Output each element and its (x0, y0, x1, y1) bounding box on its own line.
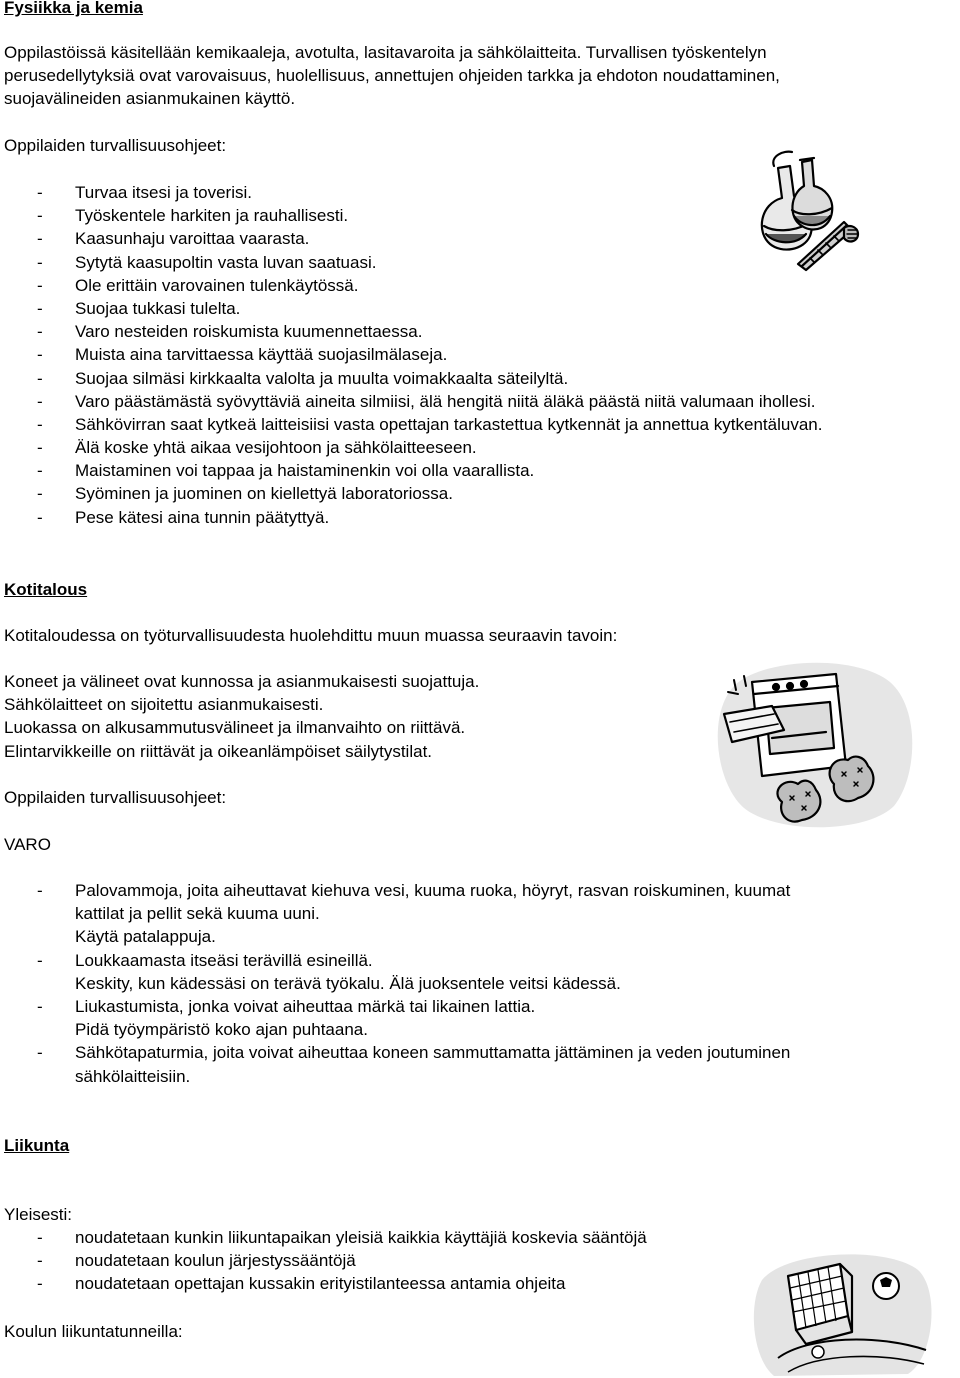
section-heading-kotitalous: Kotitalous (4, 580, 88, 599)
list-item-line: Käytä patalappuja. (75, 927, 216, 947)
list-item-text: Varo nesteiden roiskumista kuumennettaessa. (75, 322, 423, 342)
list-item-text: noudatetaan koulun järjestyssääntöjä (75, 1251, 356, 1271)
liikunta-tunneilla: Koulun liikuntatunneilla: (4, 1322, 183, 1341)
soccer-goal-icon (748, 1246, 934, 1376)
bullet-dash: - (37, 368, 43, 388)
kotitalous-intro: Kotitaloudessa on työturvallisuudesta huolehdittu muun muassa seuraavin tavoin: (4, 626, 618, 645)
list-item-line: Loukkaamasta itseäsi terävillä esineillä. (75, 950, 373, 970)
chemistry-flasks-icon (752, 146, 864, 272)
bullet-dash: - (37, 322, 43, 342)
kotitalous-safety-list (0, 879, 790, 1088)
liikunta-yleisesti: Yleisesti: (4, 1205, 73, 1224)
kotitalous-fact: Luokassa on alkusammutusvälineet ja ilmanvaihto on riittävä. (4, 718, 466, 738)
kotitalous-facts (4, 670, 479, 763)
list-item-line: sähkölaitteisiin. (75, 1066, 191, 1086)
list-item-line: kattilat ja pellit sekä kuuma uuni. (75, 904, 320, 924)
list-item-line: Liukastumista, jonka voivat aiheuttaa märkä tai likainen lattia. (75, 997, 536, 1017)
kotitalous-fact: Sähkölaitteet on sijoitettu asianmukaisesti. (4, 695, 324, 715)
list-item-text: Varo päästämästä syövyttäviä aineita silmiisi, älä hengitä niitä äläkä päästä niitä valumaan ihollesi. (75, 391, 816, 411)
bullet-dash: - (37, 275, 43, 295)
fysiikka-intro-line: Oppilastöissä käsitellään kemikaaleja, avotulta, lasitavaroita ja sähkölaitteita. Turvallisen työskentelyn (4, 43, 767, 62)
fysiikka-subheading: Oppilaiden turvallisuusohjeet: (4, 136, 227, 155)
list-item (0, 995, 790, 1041)
list-item-text: Maistaminen voi tappaa ja haistaminenkin voi olla vaarallista. (75, 461, 535, 481)
list-item-text (75, 879, 790, 949)
bullet-dash: - (37, 1228, 43, 1247)
bullet-dash: - (37, 1251, 43, 1271)
list-item-text (75, 1041, 790, 1087)
bullet-dash: - (37, 206, 43, 226)
list-item-text (75, 995, 790, 1041)
list-item (0, 949, 790, 995)
bullet-dash: - (37, 507, 43, 527)
list-item-text: noudatetaan kunkin liikuntapaikan yleisiä kaikkia käyttäjiä koskevia sääntöjä (75, 1228, 647, 1247)
list-item-line: Palovammoja, joita aiheuttavat kiehuva vesi, kuuma ruoka, höyryt, rasvan roiskuminen, kuumat (75, 881, 791, 900)
section-heading-fysiikka: Fysiikka ja kemia (4, 0, 143, 17)
list-item-text: Suojaa tukkasi tulelta. (75, 298, 241, 318)
bullet-dash: - (37, 183, 43, 202)
fysiikka-intro (4, 41, 780, 111)
list-item-text: Muista aina tarvittaessa käyttää suojasilmälaseja. (75, 345, 448, 365)
list-item (0, 1041, 790, 1087)
bullet-dash: - (37, 1274, 43, 1294)
list-item-text: Sähkövirran saat kytkeä laitteisiisi vasta opettajan tarkastettua kytkennät ja annettua kytkentäluvan. (75, 414, 823, 434)
bullet-dash: - (37, 438, 43, 458)
list-item (0, 879, 790, 949)
bullet-dash: - (37, 997, 43, 1017)
fysiikka-intro-line: perusedellytyksiä ovat varovaisuus, huolellisuus, annettujen ohjeiden tarkka ja ehdoton noudattaminen, (4, 66, 780, 86)
list-item-text: Sytytä kaasupoltin vasta luvan saatuasi. (75, 252, 377, 272)
bullet-dash: - (37, 345, 43, 365)
kotitalous-varo: VARO (4, 835, 51, 854)
list-item-text: Ole erittäin varovainen tulenkäytössä. (75, 275, 359, 295)
bullet-dash: - (37, 414, 43, 434)
bullet-dash: - (37, 1043, 43, 1063)
list-item-text: Syöminen ja juominen on kiellettyä laboratoriossa. (75, 484, 453, 504)
list-item-text: Työskentele harkiten ja rauhallisesti. (75, 206, 349, 226)
list-item-line: Keskity, kun kädessäsi on terävä työkalu. Älä juoksentele veitsi kädessä. (75, 973, 621, 993)
bullet-dash: - (37, 461, 43, 481)
kotitalous-subheading: Oppilaiden turvallisuusohjeet: (4, 788, 227, 807)
bullet-dash: - (37, 391, 43, 411)
kotitalous-fact: Elintarvikkeille on riittävät ja oikeanlämpöiset säilytystilat. (4, 741, 433, 761)
oven-mitts-icon (706, 656, 920, 834)
bullet-dash: - (37, 229, 43, 249)
bullet-dash: - (37, 881, 43, 900)
list-item-line: Sähkötapaturmia, joita voivat aiheuttaa koneen sammuttamatta jättäminen ja veden joutuminen (75, 1043, 791, 1063)
list-item-line: Pidä työympäristö koko ajan puhtaana. (75, 1020, 368, 1040)
list-item-text: Suojaa silmäsi kirkkaalta valolta ja muulta voimakkaalta säteilyltä. (75, 368, 569, 388)
bullet-dash: - (37, 298, 43, 318)
list-item-text: Kaasunhaju varoittaa vaarasta. (75, 229, 310, 249)
list-item-text: Turvaa itsesi ja toverisi. (75, 183, 252, 202)
fysiikka-intro-line: suojavälineiden asianmukainen käyttö. (4, 89, 296, 109)
section-heading-liikunta: Liikunta (4, 1136, 70, 1155)
bullet-dash: - (37, 950, 43, 970)
list-item-text: Älä koske yhtä aikaa vesijohtoon ja sähkölaitteeseen. (75, 438, 477, 458)
kotitalous-fact: Koneet ja välineet ovat kunnossa ja asianmukaisesti suojattuja. (4, 672, 480, 691)
list-item-text (75, 949, 790, 995)
bullet-dash: - (37, 484, 43, 504)
list-item-text: Pese kätesi aina tunnin päätyttyä. (75, 507, 330, 527)
bullet-dash: - (37, 252, 43, 272)
list-item-text: noudatetaan opettajan kussakin erityistilanteessa antamia ohjeita (75, 1274, 566, 1294)
